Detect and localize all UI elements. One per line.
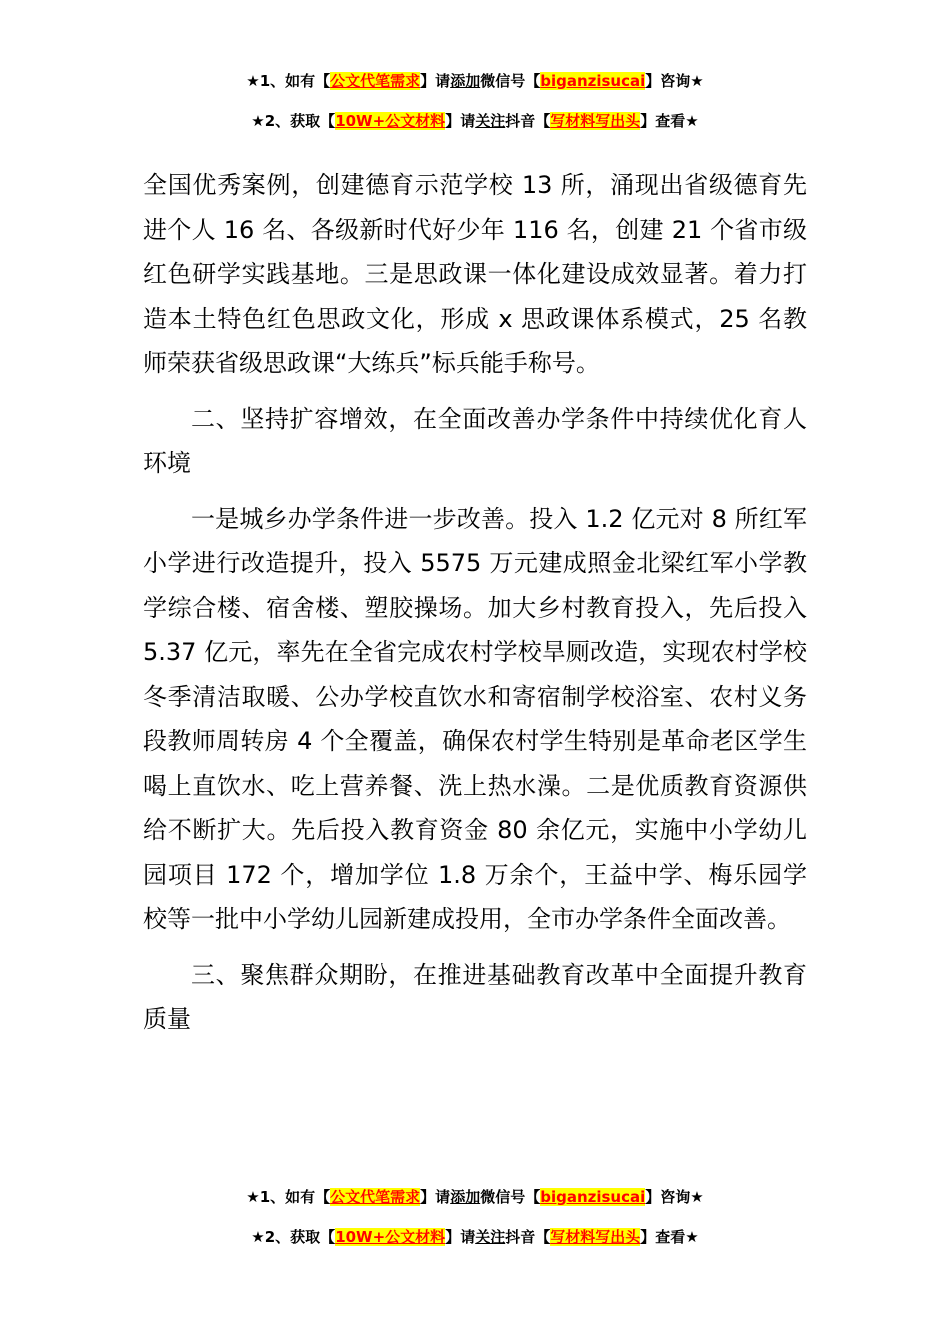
promo-text: 】咨询★ — [645, 1188, 704, 1206]
promo-text: 】请 — [420, 1188, 451, 1206]
promo-text: 】咨询★ — [645, 72, 704, 90]
promo-text: 】查看★ — [640, 112, 699, 130]
body-paragraph: 全国优秀案例，创建德育示范学校 13 所，涌现出省级德育先进个人 16 名、各级新时代好少年 116 名，创建 21 个省市级红色研学实践基地。三是思政课一体化建设成效显著。着力打造本土特色红色思政文化，形成 x 思政课体系模式，25 名教师荣获省级思政课“大练兵”标兵能手称号。 — [143, 171, 807, 377]
promo-text: 】请 — [420, 72, 451, 90]
promo-line-consulting — [0, 70, 950, 92]
promo-text: ★2、获取【 — [251, 112, 336, 130]
promo-text: ★1、如有【 — [246, 1188, 331, 1206]
promo-line-materials — [0, 1226, 950, 1248]
promo-text: ★1、如有【 — [246, 72, 331, 90]
promo-douyin-id: 写材料写出头 — [550, 1228, 641, 1246]
promo-text: 微信号【 — [480, 72, 541, 90]
document-body — [143, 163, 807, 1042]
promo-highlight: 10W+公文材料 — [335, 1228, 446, 1246]
promo-text: 微信号【 — [480, 1188, 541, 1206]
promo-text: 】请 — [445, 112, 476, 130]
promo-emphasis: 关注 — [475, 112, 506, 130]
section-heading: 二、坚持扩容增效，在全面改善办学条件中持续优化育人环境 — [143, 404, 807, 477]
body-paragraph: 一是城乡办学条件进一步改善。投入 1.2 亿元对 8 所红军小学进行改造提升，投入 5575 万元建成照金北梁红军小学教学综合楼、宿舍楼、塑胶操场。加大乡村教育投入，先后投入 5.37 亿元，率先在全省完成农村学校旱厕改造，实现农村学校冬季清洁取暖、公办学校直饮水和寄宿制学校浴室、农村义务段教师周转房 4 个全覆盖，确保农村学生特别是革命老区学生喝上直饮水、吃上营养餐、洗上热水澡。二是优质教育资源供给不断扩大。先后投入教育资金 80 余亿元，实施中小学幼儿园项目 172 个，增加学位 1.8 万余个，王益中学、梅乐园学校等一批中小学幼儿园新建成投用，全市办学条件全面改善。 — [143, 504, 807, 933]
promo-line-materials — [0, 110, 950, 132]
promo-wechat-id: biganzisucai — [540, 72, 646, 90]
section-heading: 三、聚焦群众期盼，在推进基础教育改革中全面提升教育质量 — [143, 960, 807, 1033]
promo-wechat-id: biganzisucai — [540, 1188, 646, 1206]
promo-highlight: 公文代笔需求 — [330, 1188, 421, 1206]
promo-text: 抖音【 — [505, 1228, 551, 1246]
promo-text: 】查看★ — [640, 1228, 699, 1246]
promo-highlight: 10W+公文材料 — [335, 112, 446, 130]
promo-line-consulting — [0, 1186, 950, 1208]
promo-text: 抖音【 — [505, 112, 551, 130]
promo-emphasis: 添加 — [450, 1188, 481, 1206]
promo-highlight: 公文代笔需求 — [330, 72, 421, 90]
promo-text: 】请 — [445, 1228, 476, 1246]
promo-text: ★2、获取【 — [251, 1228, 336, 1246]
promo-emphasis: 关注 — [475, 1228, 506, 1246]
promo-emphasis: 添加 — [450, 72, 481, 90]
promo-douyin-id: 写材料写出头 — [550, 112, 641, 130]
